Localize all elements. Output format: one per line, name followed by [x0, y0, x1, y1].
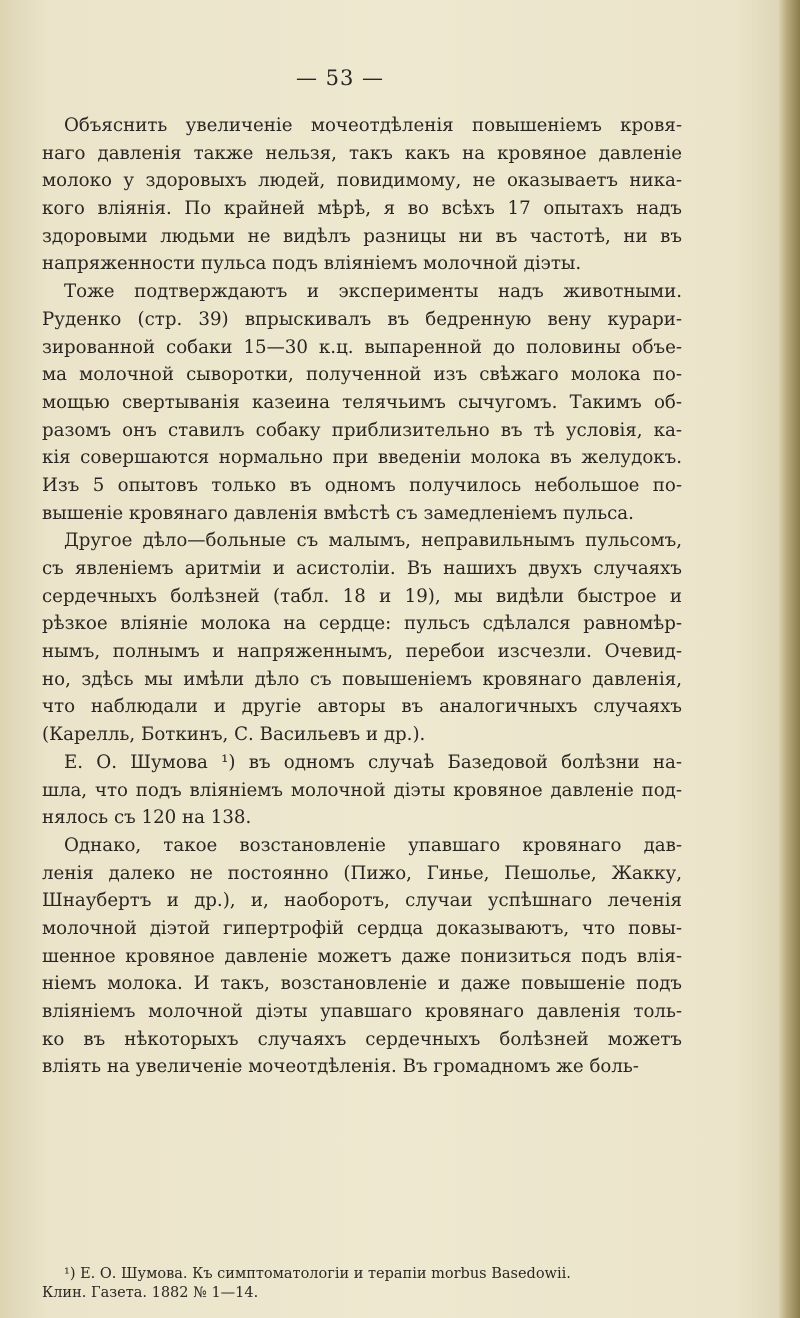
- text-line: съ явленіемъ аритміи и асистоліи. Въ нашихъ двухъ случаяхъ: [42, 558, 682, 579]
- text-line: Шнаубертъ и др.), и, наоборотъ, случаи успѣшнаго леченія: [42, 890, 682, 912]
- text-line: шла, что подъ вліяніемъ молочной діэты кровяное давленіе под-: [42, 779, 682, 801]
- text-line: Объяснить увеличеніе мочеотдѣленія повышеніемъ кровя-: [64, 115, 682, 136]
- text-line: зированной собаки 15—30 к.ц. выпаренной до половины объе-: [42, 336, 682, 358]
- text-line: ма молочной сыворотки, полученной изъ свѣжаго молока по-: [42, 364, 682, 386]
- text-line: Однако, такое возстановленіе упавшаго кровянаго дав-: [64, 834, 682, 856]
- text-line: здоровыми людьми не видѣлъ разницы ни въ частотѣ, ни въ: [42, 225, 682, 247]
- text-line: но, здѣсь мы имѣли дѣло съ повышеніемъ кровянаго давленія,: [42, 668, 682, 690]
- page-number: — 53 —: [295, 66, 385, 90]
- text-line: кого вліянія. По крайней мѣрѣ, я во всѣхъ 17 опытахъ надъ: [42, 198, 682, 220]
- body-text: [42, 112, 682, 1081]
- text-line: молочной діэтой гипертрофій сердца доказываютъ, что повы-: [42, 917, 682, 939]
- text-line: Изъ 5 опытовъ только въ одномъ получилось небольшое по-: [42, 474, 682, 496]
- text-line: шенное кровяное давленіе можетъ даже понизиться подъ влія-: [42, 945, 682, 967]
- text-line: Е. О. Шумова ¹) въ одномъ случаѣ Базедовой болѣзни на-: [64, 751, 682, 773]
- text-line: нялось съ 120 на 138.: [42, 807, 252, 829]
- text-line: напряженности пульса подъ вліяніемъ молочной діэты.: [42, 253, 582, 275]
- text-line: ленія далеко не постоянно (Пижо, Гинье, Пешолье, Жакку,: [42, 862, 682, 884]
- text-line: нымъ, полнымъ и напряженнымъ, перебои изсчезли. Очевид-: [42, 641, 682, 663]
- text-line: разомъ онъ ставилъ собаку приблизительно въ тѣ условія, ка-: [42, 419, 682, 441]
- text-line: что наблюдали и другіе авторы въ аналогичныхъ случаяхъ: [42, 696, 682, 718]
- text-line: мощью свертыванія казеина телячьимъ сычугомъ. Такимъ об-: [42, 391, 682, 413]
- text-line: сердечныхъ болѣзней (табл. 18 и 19), мы видѣли быстрое и: [42, 585, 682, 607]
- text-line: Тоже подтверждаютъ и эксперименты надъ животными.: [64, 281, 682, 303]
- footnote-line: ¹) Е. О. Шумова. Къ симптоматологіи и терапіи morbus Basedowii.: [64, 1266, 571, 1282]
- page-edge-shadow: [778, 0, 800, 1318]
- text-line: (Карелль, Боткинъ, С. Васильевъ и др.).: [42, 724, 426, 746]
- footnote-line: Клин. Газета. 1882 № 1—14.: [42, 1285, 259, 1301]
- text-line: ніемъ молока. И такъ, возстановленіе и даже повышеніе подъ: [42, 973, 682, 995]
- text-line: рѣзкое вліяніе молока на сердце: пульсъ сдѣлался равномѣр-: [42, 613, 682, 635]
- text-line: Другое дѣло—больные съ малымъ, неправильнымъ пульсомъ,: [64, 530, 682, 552]
- text-line: ко въ нѣкоторыхъ случаяхъ сердечныхъ болѣзней можетъ: [42, 1028, 682, 1050]
- text-line: кія совершаются нормально при введеніи молока въ желудокъ.: [42, 447, 682, 469]
- text-line: наго давленія также нельзя, такъ какъ на кровяное давленіе: [42, 142, 682, 164]
- text-line: вышеніе кровянаго давленія вмѣстѣ съ замедленіемъ пульса.: [42, 502, 634, 524]
- text-line: вліять на увеличеніе мочеотдѣленія. Въ громадномъ же боль-: [42, 1056, 639, 1078]
- text-line: молоко у здоровыхъ людей, повидимому, не оказываетъ ника-: [42, 170, 682, 192]
- text-line: Руденко (стр. 39) впрыскивалъ въ бедренную вену курари-: [42, 308, 682, 330]
- text-line: вліяніемъ молочной діэты упавшаго кровянаго давленія толь-: [42, 1001, 682, 1022]
- footnote: [42, 1265, 682, 1303]
